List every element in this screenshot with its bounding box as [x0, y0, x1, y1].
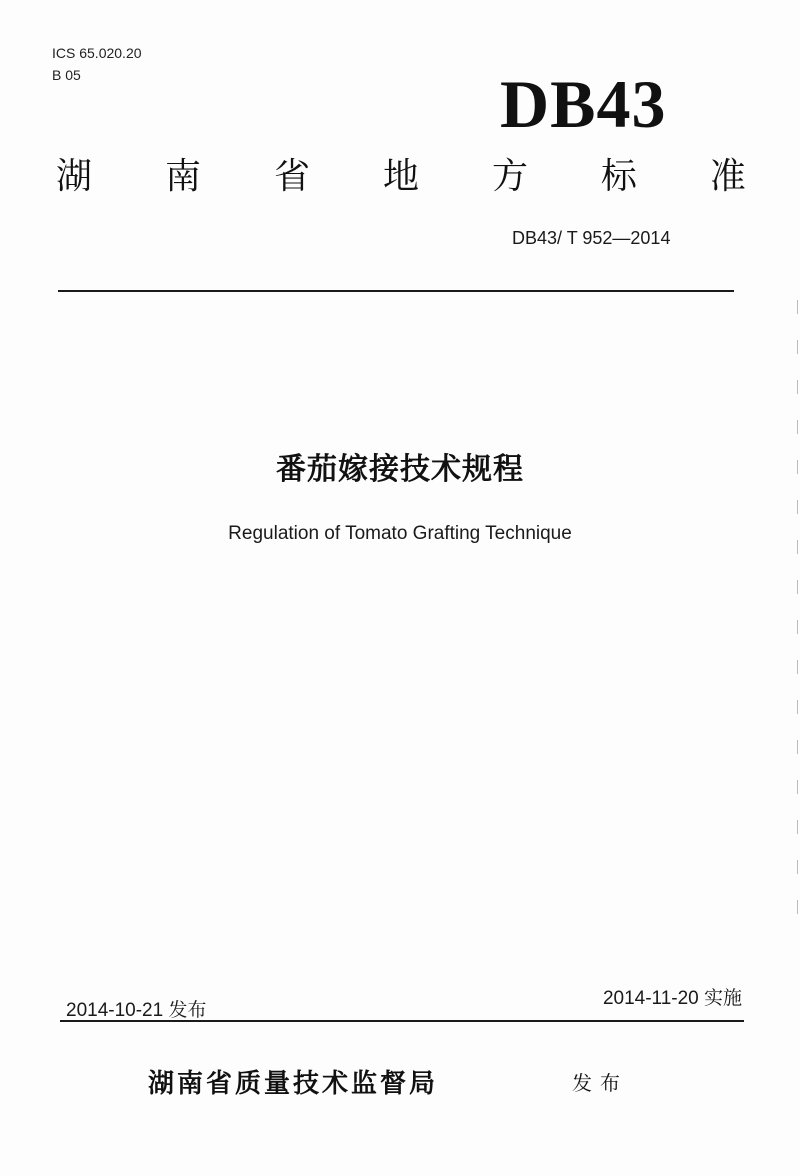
standard-number: DB43/ T 952—2014	[512, 228, 671, 248]
standard-type-char: 南	[164, 156, 201, 197]
issue-date: 2014-10-21 发布	[66, 1000, 207, 1021]
standard-type-char: 湖	[56, 156, 93, 197]
standard-type-char: 省	[273, 156, 310, 197]
standard-type-char: 准	[709, 156, 746, 197]
issuing-label: 发布	[572, 1071, 628, 1095]
bottom-divider	[60, 1020, 744, 1022]
ics-code: ICS 65.020.20	[52, 45, 142, 61]
issuing-authority: 湖南省质量技术监督局	[148, 1069, 439, 1099]
ccs-code: B 05	[52, 67, 81, 83]
title-english: Regulation of Tomato Grafting Technique	[228, 523, 572, 544]
db-code-logo: DB43	[500, 66, 667, 142]
title-chinese: 番茄嫁接技术规程	[276, 452, 524, 487]
standard-type-char: 地	[382, 156, 419, 197]
standard-type-heading	[56, 152, 746, 202]
standard-type-char: 方	[491, 156, 528, 197]
standard-type-char: 标	[600, 156, 637, 197]
classification-codes	[52, 42, 142, 86]
top-divider	[58, 290, 734, 292]
scan-edge-artifact	[797, 300, 798, 920]
implementation-date: 2014-11-20 实施	[602, 988, 742, 1009]
